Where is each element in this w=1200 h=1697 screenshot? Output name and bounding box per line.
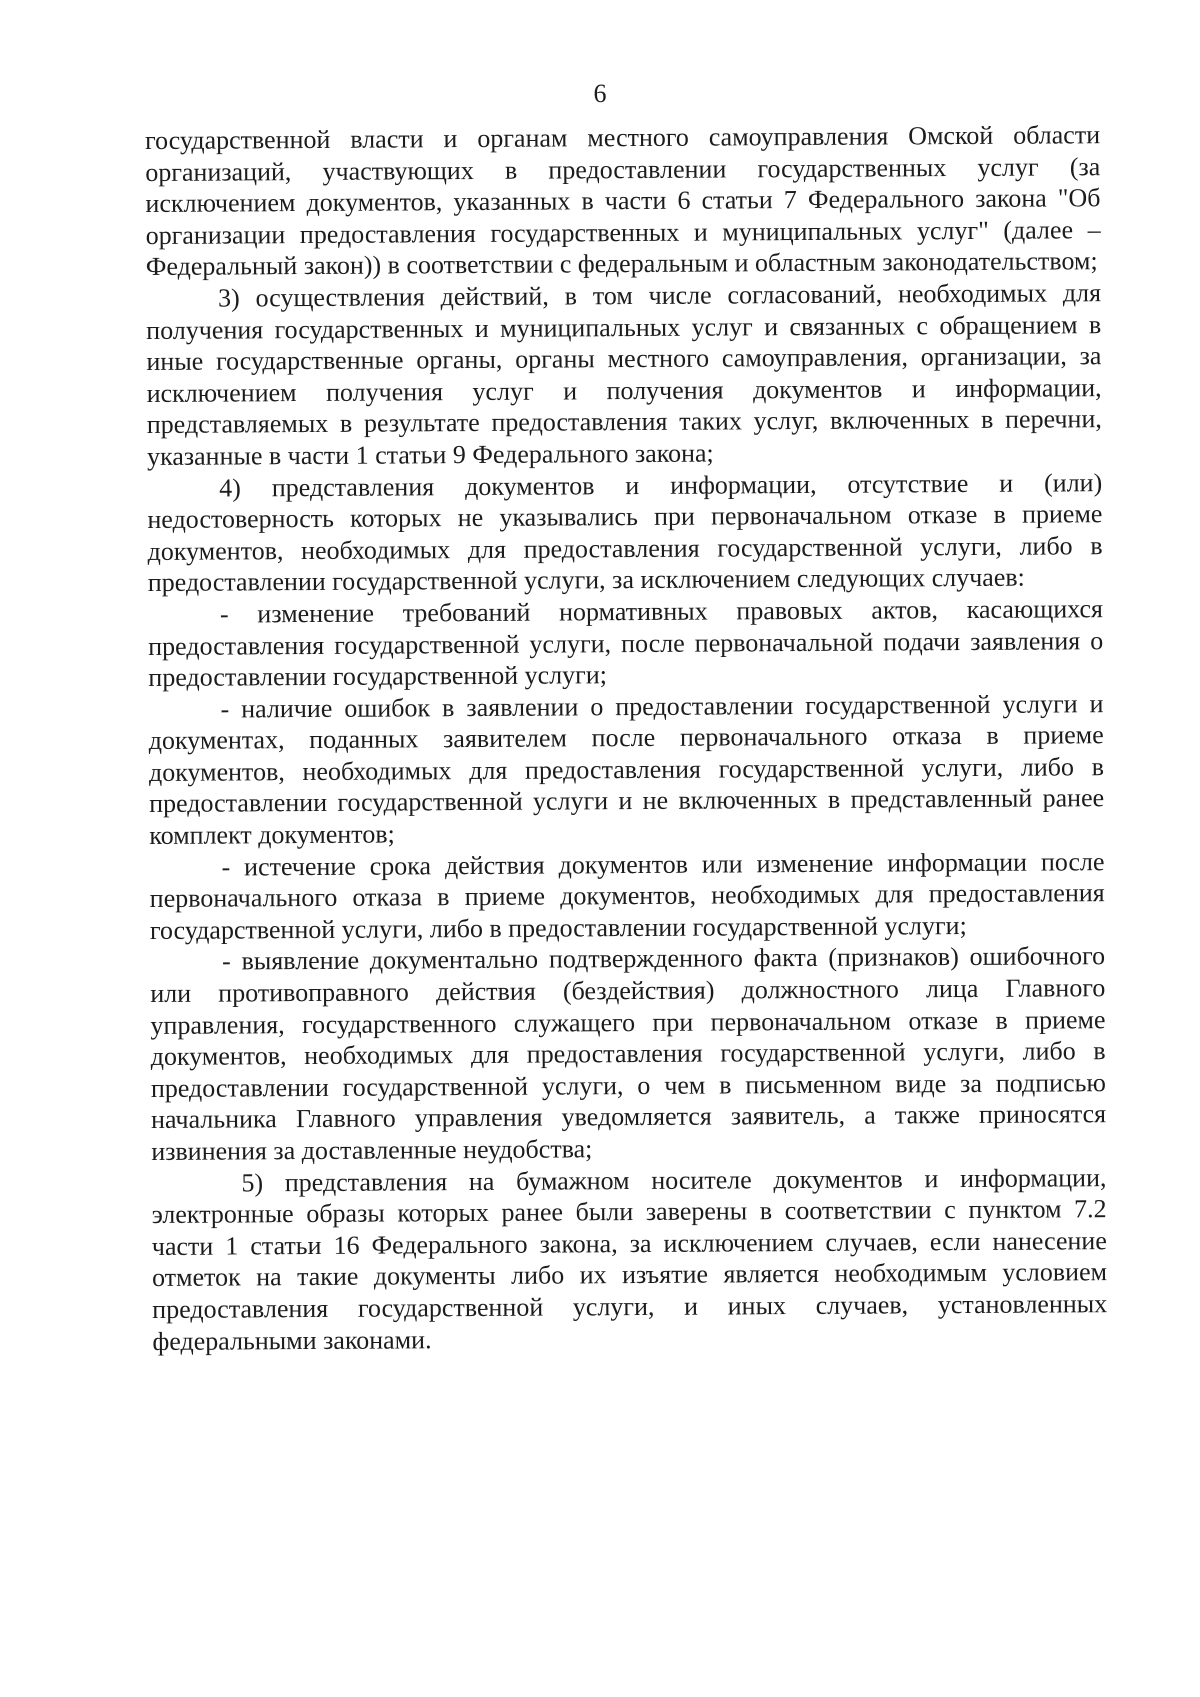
document-body [145,119,1108,1357]
paragraph-item-5: 5) представления на бумажном носителе документов и информации, электронные образы которых ранее были заверены в соответствии с пунктом 7.2 части 1 статьи 16 Федерального закона, за исключением случаев, если нанесение отметок на такие документы либо их изъятие является необходимым условием предоставления государственной услуги, и иных случаев, установленных федеральными законами. [151,1162,1108,1356]
paragraph-exception-2: - наличие ошибок в заявлении о предоставлении государственной услуги и документах, поданных заявителем после первоначального отказа в приеме документов, необходимых для предоставления государственной услуги, либо в предоставлении государственной услуги и не включенных в представленный ранее комплект документов; [148,688,1105,851]
paragraph-continuation: государственной власти и органам местного самоуправления Омской области организаций, участвующих в предоставлении государственных услуг (за исключением документов, указанных в части 6 статьи 7 Федерального закона "Об организации предоставления государственных и муниципальных услуг" (далее – Федеральный закон)) в соответствии с федеральным и областным законодательством; [145,120,1101,282]
paragraph-exception-3: - истечение срока действия документов или изменение информации после первоначального отказа в приеме документов, необходимых для предоставления государственной услуги, либо в предоставлении государственной услуги; [149,846,1105,945]
paragraph-item-4: 4) представления документов и информации, отсутствие и (или) недостоверность которых не указывались при первоначальном отказе в приеме документов, необходимых для предоставления государственной услуги, либо в предоставлении государственной услуги, за исключением следующих случаев: [147,467,1103,598]
paragraph-exception-4: - выявление документально подтвержденного факта (признаков) ошибочного или противоправного действия (бездействия) должностного лица Главного управления, государственного служащего при первоначальном отказе в приеме документов, необходимых для предоставления государственной услуги, либо в предоставлении государственной услуги, о чем в письменном виде за подписью начальника Главного управления уведомляется заявитель, а также приносятся извинения за доставленные неудобства; [150,941,1107,1166]
paragraph-item-3: 3) осуществления действий, в том числе согласований, необходимых для получения государственных и муниципальных услуг и связанных с обращением в иные государственные органы, органы местного самоуправления, организации, за исключением получения услуг и получения документов и информации, представляемых в результате предоставления таких услуг, включенных в перечни, указанные в части 1 статьи 9 Федерального закона; [146,278,1102,471]
page-number: 6 [593,79,607,108]
paragraph-exception-1: - изменение требований нормативных правовых актов, касающихся предоставления государственной услуги, после первоначальной подачи заявления о предоставлении государственной услуги; [148,594,1104,693]
